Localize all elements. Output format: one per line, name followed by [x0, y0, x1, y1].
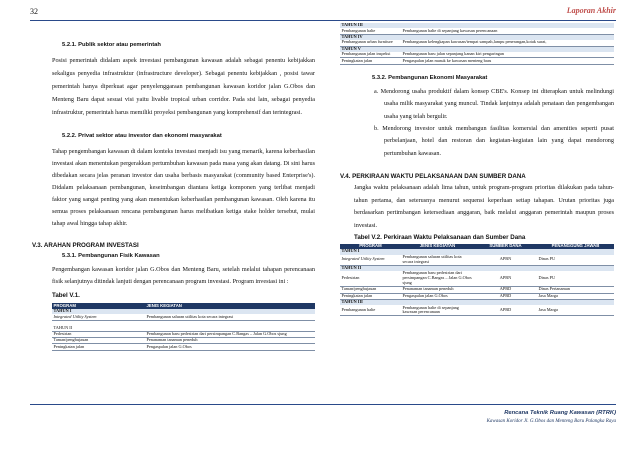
- left-column: [32, 40, 315, 351]
- table-v2-cell: Peningkatan jalan: [340, 293, 401, 299]
- table-v1-cont-cell: TAHUN III: [340, 23, 401, 28]
- table-v1-cont-cell: Pembangunan kelengkapan kawasan/tempat sampah,lampu penerangan,kotak surat,: [401, 40, 614, 46]
- table-v2-caption: Tabel V.2. Perkiraan Waktu Pelaksanaan dan Sumber Dana: [354, 234, 526, 242]
- footer-rule: [30, 404, 616, 405]
- table-v2-cell: Jasa Marga: [537, 293, 614, 299]
- table-v2-cell: Pembangunan halte: [340, 305, 401, 316]
- table-v2-cell: Pengaspalan jalan G.Obos: [401, 293, 474, 299]
- table-v2-cell: Dinas Pertanaman: [537, 287, 614, 293]
- section-5-2-1-title: 5.2.1. Publik sektor atau pemerintah: [62, 42, 161, 48]
- table-v1-cont-cell: Peningkatan jalan: [340, 58, 401, 64]
- table-v2-cell: TAHUN I: [340, 249, 401, 254]
- table-v1-cell: Taman/penghujauan: [52, 338, 145, 344]
- table-v1-cell: TAHUN II: [52, 325, 145, 331]
- section-5-3-2-item-a: a. Mendorong usaha produktif dalam konsep CBE's. Konsep ini diterapkan untuk melindungi usaha milik masyarakat yang muncul. Tindak lanjutnya adalah penataan dan pengembangan usaha yang telah bergulir.: [374, 88, 614, 120]
- footer-title: Rencana Teknik Ruang Kawasan (RTRK): [504, 410, 616, 416]
- page-number: 32: [30, 7, 38, 16]
- table-v2-header: PENANGGUNG JAWAB: [537, 244, 614, 249]
- table-v1-cell: Pembangunan baru pedestrian dari persimpangan C.Bangas – Jalan G.Obos sjung: [145, 331, 315, 337]
- table-v1-cont-cell: Pembangunan halte: [340, 28, 401, 34]
- table-v1-cont-cell: Pembangunan urban furniture: [340, 40, 401, 46]
- section-5-2-2-body: Tahap pengembangan kawasan di dalam konteks investasi menjadi isu yang menarik, karena keberhasilan investasi akan menentukan pergerakkan pertumbuhan kawasan pada masa yang akan datang. Di sini harus dibedakan secara jelas peranan investor dan usaha berbasis masyarakat (community based Enterprise's). Didalam pelaksanaan pembangunan, keseimbangan diantara ketiga komponen yang terlibat menjadi faktor yang sangat penting yang akan menentukan keberhasilan pembangunan kawasan. Oleh karena itu semua proses pelaksanaan rencana pembangunan harus melibatkan ketiga stake holder tersebut, mulai tahap awal hingga tahap akhir.: [52, 147, 315, 227]
- table-v2-cell: Pembangunan saluran utilitas kota secara integrasi: [401, 255, 474, 266]
- table-v2-cell: Dinas PU: [537, 271, 614, 286]
- report-title: Laporan Akhir: [566, 6, 616, 15]
- table-v1-caption: Tabel V.1.: [52, 292, 80, 300]
- table-v1-cell: TAHUN I: [52, 309, 145, 314]
- section-5-3-1-title: 5.3.1. Pembangunan Fisik Kawasan: [62, 252, 160, 259]
- table-v2-cell: Jasa Marga: [537, 305, 614, 316]
- table-v2-cell: APBD: [474, 293, 537, 299]
- section-5-2-2-title: 5.2.2. Privat sektor atau investor dan ekonomi masyarakat: [62, 133, 222, 140]
- footer-subtitle: Kawasan Koridor Jl. G.Obos dan Menteng Baru Palangka Raya: [486, 419, 616, 424]
- table-v2-cell: Taman/penghujauan: [340, 287, 401, 293]
- table-v2-header: PROGRAM: [340, 244, 401, 249]
- table-v2-cell: TAHUN III: [340, 299, 401, 305]
- table-v1-cell: Peningkatan jalan: [52, 344, 145, 350]
- table-v1-cell: Integrated Utility System: [52, 314, 145, 320]
- table-v2-header: JENIS KEGIATAN: [401, 244, 474, 249]
- table-v2-cell: APBN: [474, 255, 537, 266]
- header-rule: [30, 20, 616, 21]
- section-5-3-2-item-b: b. Mendorong investor untuk membangun fasilitas komersial dan amenities seperti pusat perbelanjaan, hotel dan restoran dan kegiatan-kegiatan lain yang dapat mendorong pertumbuhan kawasan.: [374, 124, 614, 157]
- table-v1-cont-cell: Pembangunan jalan inspeksi: [340, 52, 401, 58]
- table-v1-cell: Pembangunan saluran utilitas kota secara integrasi: [145, 314, 315, 320]
- table-v2-header: SUMBER DANA: [474, 244, 537, 249]
- table-v1-cont-cell: Pengaspalan jalan masuk ke kawasan menteng baru: [401, 58, 614, 64]
- table-v1-continued: [340, 23, 614, 65]
- table-v1-cell: Penanaman tanaman peneduh: [145, 338, 315, 344]
- table-v2-cell: Penanaman tanaman peneduh: [401, 287, 474, 293]
- table-v1-header: JENIS KEGIATAN: [145, 303, 315, 308]
- table-v1-cell: Pengaspalan jalan G.Obos: [145, 344, 315, 350]
- table-v1-cont-cell: Pembangunan halte di sepanjang kawasan perencanaan: [401, 28, 614, 34]
- section-5-2-1-body: Posisi pemerintah didalam aspek investasi pembangunan kawasan adalah sebagai penentu kebijakkan sekaligus penyedia infrastruktur (infrastructure developer). Sebagai penentu kebijakkan , posisi tawar pemerintah hanya diperkuat agar penyelenggaraan pembangunan kawasan koridor jalan G.Obos dan Menteng Baru dapat sesuai visi yaitu livable tropical urban corridor. Pada sisi lain, sebagai penyedia infrastruktur, pemerintah harus memiliki proyeksi pembangunan yang komprehensif dan terintegrasi.: [52, 57, 315, 117]
- table-v1-header: PROGRAM: [52, 303, 145, 308]
- table-v1: [52, 303, 315, 350]
- section-5-3-2-title: 5.3.2. Pembangunan Ekonomi Masyarakat: [372, 74, 488, 81]
- table-v1-cell: Pedestrian: [52, 331, 145, 337]
- table-v2-cell: APBD: [474, 305, 537, 316]
- section-v4-title: V.4. PERKIRAAN WAKTU PELAKSANAAN DAN SUMBER DANA: [340, 172, 526, 180]
- table-v2-cell: Pedestrian: [340, 271, 401, 286]
- table-v1-cont-cell: TAHUN V: [340, 46, 401, 52]
- table-v2-cell: Integrated Utility System: [340, 255, 401, 266]
- table-v2-cell: APBD: [474, 287, 537, 293]
- table-v2-cell: TAHUN II: [340, 265, 401, 271]
- section-5-3-1-body: Pengembangan kawasan koridor jalan G.Obos dan Menteng Baru, setelah melalui tahapan perencanaan fisik selanjutnya ditindak lanjuti dengan perencanaan program investasi. Program investasi ini :: [52, 266, 315, 286]
- section-v3-title: V.3. ARAHAN PROGRAM INVESTASI: [32, 241, 139, 249]
- table-v1-cont-cell: Pembangunan baru jalan sepanjang kanan kiri pengaringan: [401, 52, 614, 58]
- table-v2-cell: APBN: [474, 271, 537, 286]
- table-v2-cell: Dinas PU: [537, 255, 614, 266]
- table-v2-cell: Pembangunan halte di sepanjang kawasan perencanaan: [401, 305, 474, 316]
- right-column: [340, 23, 614, 316]
- table-v1-cont-cell: TAHUN IV: [340, 34, 401, 40]
- table-v2-cell: Pembangunan baru pedestrian dari persimpangan C.Bangas – Jalan G.Obos sjung: [401, 271, 474, 286]
- section-v4-body: Jangka waktu pelaksanaan adalah lima tahun, untuk program-program prioritas dilakukan pada tahun-tahun pertama, dan seterusnya menurut sequensi keperluan setiap tahapan. Urutan prioritas juga berdasarkan pertimbangan ketersediaan anggaran, baik melalui anggaran pemerintah maupun proses investasi.: [354, 184, 614, 229]
- table-v2: [340, 244, 614, 317]
